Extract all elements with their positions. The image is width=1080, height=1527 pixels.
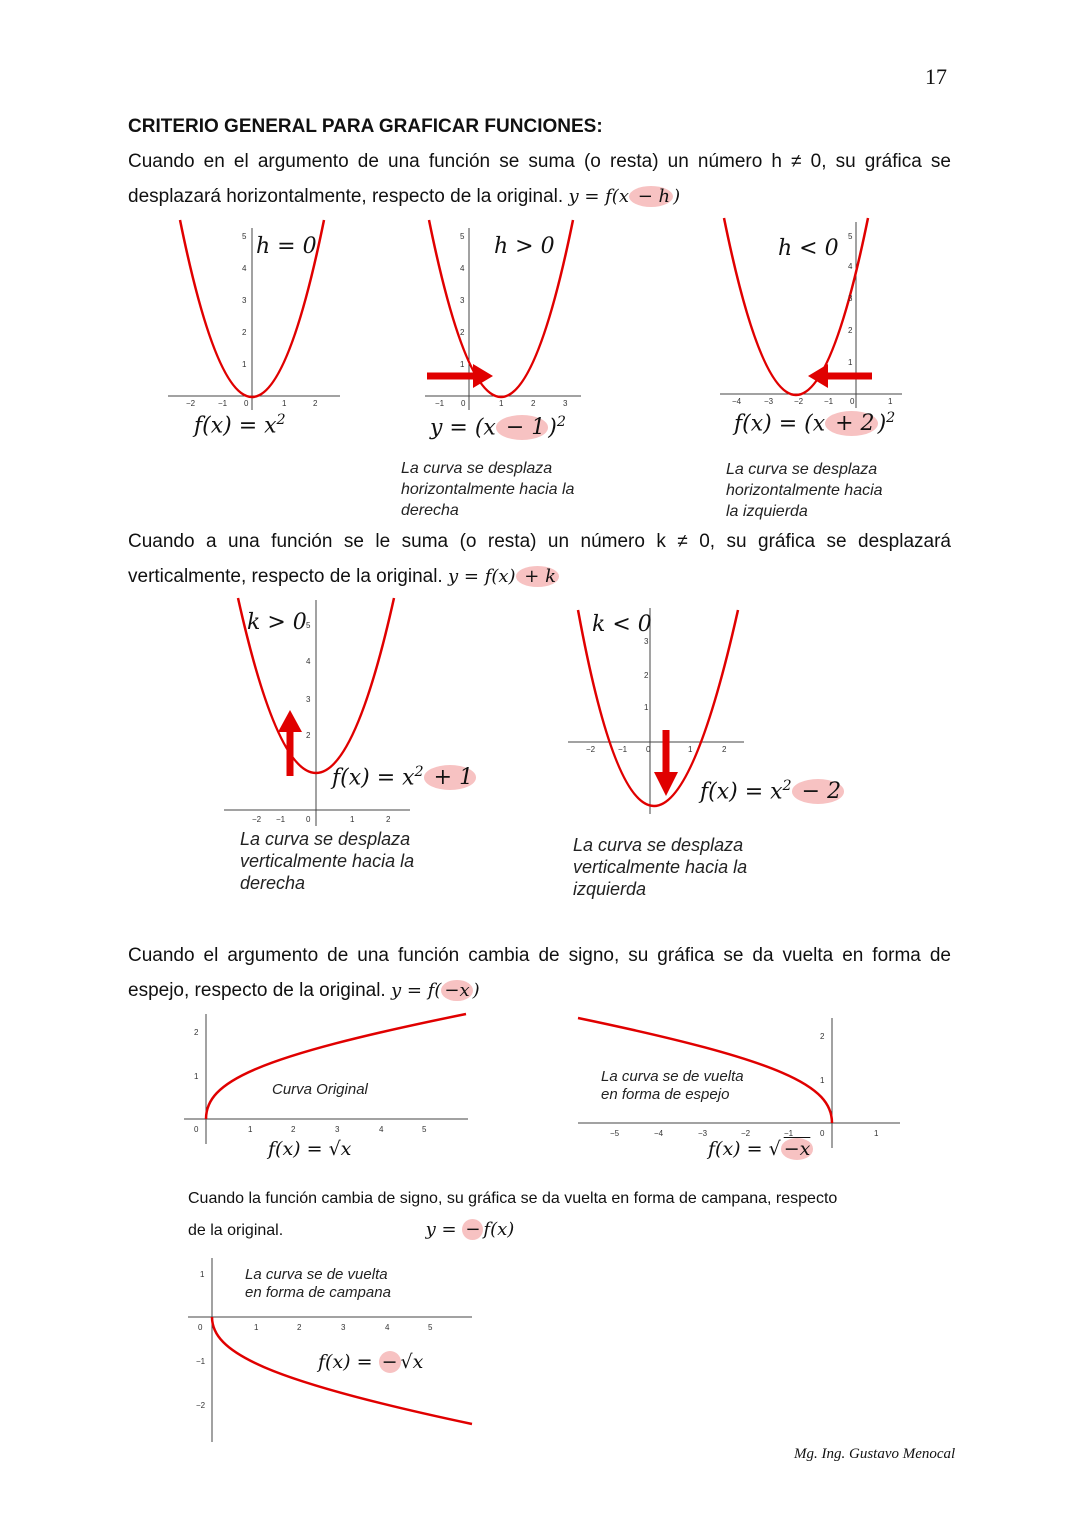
bell-line1: Cuando la función cambia de signo, su gráfica se da vuelta en forma de campana, respecto bbox=[188, 1190, 838, 1207]
horizontal-line2-text: desplazará horizontalmente, respecto de la original. bbox=[128, 186, 564, 207]
tick: −4 bbox=[654, 1129, 664, 1138]
tick: 1 bbox=[688, 745, 693, 754]
tick: −2 bbox=[586, 745, 596, 754]
tick: 0 bbox=[306, 815, 311, 824]
tick: −4 bbox=[732, 397, 742, 406]
horizontal-formula: y = f(x − h ) bbox=[568, 186, 681, 207]
graph-sqrt-original bbox=[184, 1012, 474, 1147]
tick: 0 bbox=[850, 397, 855, 406]
vertical-line2-text: verticalmente, respecto de la original. bbox=[128, 566, 443, 587]
y-tick-labels bbox=[644, 637, 649, 712]
tick: 1 bbox=[644, 703, 649, 712]
tick: 1 bbox=[242, 360, 247, 369]
tick: 3 bbox=[341, 1323, 346, 1332]
x-tick-labels bbox=[610, 1129, 879, 1138]
graph-sqrt-mirror-caption: La curva se de vuelta en forma de espejo bbox=[601, 1068, 744, 1103]
tick: 2 bbox=[242, 328, 247, 337]
tick: 3 bbox=[848, 294, 853, 303]
tick: 5 bbox=[422, 1125, 427, 1134]
tick: 1 bbox=[200, 1270, 205, 1279]
tick: 1 bbox=[499, 399, 504, 408]
tick: 5 bbox=[848, 232, 853, 241]
graph-h-zero-label: h = 0 bbox=[256, 234, 317, 259]
graph-h-negative-label: h < 0 bbox=[778, 236, 839, 261]
tick: 3 bbox=[460, 296, 465, 305]
tick: 0 bbox=[461, 399, 466, 408]
tick: 4 bbox=[460, 264, 465, 273]
x-tick-labels bbox=[586, 745, 727, 754]
graph-h-zero-equation: $f(x) = x^2$ bbox=[194, 412, 286, 439]
author-signature: Mg. Ing. Gustavo Menocal bbox=[794, 1446, 956, 1462]
y-tick-labels bbox=[194, 1028, 199, 1081]
graph-h-positive-label: h > 0 bbox=[494, 234, 555, 259]
tick: 3 bbox=[242, 296, 247, 305]
tick: 4 bbox=[385, 1323, 390, 1332]
page-number: 17 bbox=[925, 64, 947, 89]
tick: 0 bbox=[646, 745, 651, 754]
tick: 3 bbox=[306, 695, 311, 704]
tick: 1 bbox=[248, 1125, 253, 1134]
tick: 4 bbox=[242, 264, 247, 273]
tick: 2 bbox=[460, 328, 465, 337]
tick: 2 bbox=[386, 815, 391, 824]
tick: 5 bbox=[306, 621, 311, 630]
bell-paragraph bbox=[188, 1183, 888, 1246]
vertical-formula: y = f(x) + k bbox=[448, 566, 559, 587]
x-tick-labels bbox=[198, 1323, 433, 1332]
tick: 1 bbox=[888, 397, 893, 406]
tick: 1 bbox=[874, 1129, 879, 1138]
tick: 4 bbox=[306, 657, 311, 666]
tick: 3 bbox=[644, 637, 649, 646]
graph-k-positive-caption: La curva se desplaza verticalmente hacia la derecha bbox=[240, 829, 415, 893]
graph-sqrt-mirror-equation: f(x) = √ −x bbox=[708, 1138, 813, 1160]
tick: 0 bbox=[820, 1129, 825, 1138]
tick: 0 bbox=[198, 1323, 203, 1332]
graph-h-negative-caption: La curva se desplaza horizontalmente hacia la izquierda bbox=[726, 461, 883, 520]
y-tick-labels bbox=[820, 1032, 825, 1085]
graph-k-negative-equation: $f(x) = x^2 - 2$ bbox=[700, 778, 844, 804]
horizontal-paragraph bbox=[128, 144, 951, 214]
tick: 2 bbox=[306, 731, 311, 740]
tick: −1 bbox=[435, 399, 445, 408]
tick: −5 bbox=[610, 1129, 620, 1138]
tick: 1 bbox=[848, 358, 853, 367]
mirror-paragraph bbox=[128, 938, 951, 1008]
bell-formula: y = − f(x) bbox=[425, 1219, 515, 1240]
tick: 1 bbox=[282, 399, 287, 408]
mirror-line2-text: espejo, respecto de la original. bbox=[128, 980, 386, 1001]
tick: −2 bbox=[252, 815, 262, 824]
graph-sqrt-original-caption: Curva Original bbox=[272, 1081, 368, 1098]
tick: 2 bbox=[291, 1125, 296, 1134]
y-tick-labels bbox=[196, 1270, 206, 1410]
tick: 4 bbox=[379, 1125, 384, 1134]
tick: 5 bbox=[460, 232, 465, 241]
tick: 1 bbox=[194, 1072, 199, 1081]
tick: 5 bbox=[428, 1323, 433, 1332]
tick: 2 bbox=[644, 671, 649, 680]
mirror-formula: y = f( −x ) bbox=[391, 980, 480, 1001]
tick: 2 bbox=[194, 1028, 199, 1037]
tick: −1 bbox=[824, 397, 834, 406]
tick: 1 bbox=[254, 1323, 259, 1332]
mirror-line1: Cuando el argumento de una función cambia de signo, su gráfica se da vuelta en forma de bbox=[128, 945, 951, 966]
tick: 1 bbox=[460, 360, 465, 369]
tick: −1 bbox=[618, 745, 628, 754]
graph-neg-sqrt-equation: f(x) = − √x bbox=[318, 1351, 424, 1373]
graph-h-negative-equation: f(x) = (x + 2 )$^2$ bbox=[734, 410, 896, 437]
y-tick-labels bbox=[306, 621, 311, 740]
graph-h-positive-equation: y = (x − 1 )$^2$ bbox=[430, 414, 566, 441]
tick: 0 bbox=[244, 399, 249, 408]
horizontal-line1: Cuando en el argumento de una función se suma (o resta) un número h ≠ 0, su gráfica se bbox=[128, 151, 951, 172]
tick: −3 bbox=[698, 1129, 708, 1138]
tick: −2 bbox=[741, 1129, 751, 1138]
vertical-paragraph bbox=[128, 524, 951, 594]
section-title: CRITERIO GENERAL PARA GRAFICAR FUNCIONES: bbox=[128, 116, 603, 137]
x-tick-labels bbox=[194, 1125, 427, 1134]
graph-k-negative-caption: La curva se desplaza verticalmente hacia la izquierda bbox=[573, 835, 748, 899]
tick: 2 bbox=[722, 745, 727, 754]
x-tick-labels bbox=[252, 815, 391, 824]
graph-k-negative-label: k < 0 bbox=[592, 612, 652, 637]
tick: −1 bbox=[218, 399, 228, 408]
x-tick-labels bbox=[732, 397, 893, 406]
tick: 3 bbox=[335, 1125, 340, 1134]
tick: −2 bbox=[794, 397, 804, 406]
vertical-line1: Cuando a una función se le suma (o resta) un número k ≠ 0, su gráfica se desplazará bbox=[128, 531, 951, 552]
tick: 2 bbox=[297, 1323, 302, 1332]
left-arrow-head-icon bbox=[808, 364, 828, 388]
tick: −2 bbox=[196, 1401, 206, 1410]
sqrt-curve bbox=[206, 1014, 466, 1119]
tick: 0 bbox=[194, 1125, 199, 1134]
tick: 2 bbox=[848, 326, 853, 335]
tick: 2 bbox=[313, 399, 318, 408]
x-tick-labels bbox=[435, 399, 568, 408]
tick: 1 bbox=[350, 815, 355, 824]
tick: −1 bbox=[196, 1357, 206, 1366]
tick: 5 bbox=[242, 232, 247, 241]
vertical-line2 bbox=[128, 559, 951, 594]
tick: 2 bbox=[820, 1032, 825, 1041]
y-tick-labels bbox=[848, 232, 853, 367]
tick: −1 bbox=[784, 1129, 794, 1138]
tick: −2 bbox=[186, 399, 196, 408]
tick: −3 bbox=[764, 397, 774, 406]
graph-h-positive-caption: La curva se desplaza horizontalmente hacia la derecha bbox=[401, 460, 575, 519]
tick: 2 bbox=[531, 399, 536, 408]
graph-sqrt-original-equation: f(x) = √x bbox=[268, 1138, 352, 1160]
tick: −1 bbox=[276, 815, 286, 824]
bell-line2-text: de la original. bbox=[188, 1222, 284, 1239]
graph-k-positive-label: k > 0 bbox=[247, 610, 307, 635]
graph-neg-sqrt-caption: La curva se de vuelta en forma de campana bbox=[245, 1266, 391, 1301]
bell-line2 bbox=[188, 1214, 888, 1246]
tick: 1 bbox=[820, 1076, 825, 1085]
graph-k-positive-equation: $f(x) = x^2 + 1$ bbox=[332, 764, 476, 790]
tick: 4 bbox=[848, 262, 853, 271]
y-tick-labels bbox=[242, 232, 247, 369]
horizontal-line2 bbox=[128, 179, 951, 214]
mirror-line2 bbox=[128, 973, 951, 1008]
tick: 3 bbox=[563, 399, 568, 408]
up-arrow-head-icon bbox=[278, 710, 302, 732]
